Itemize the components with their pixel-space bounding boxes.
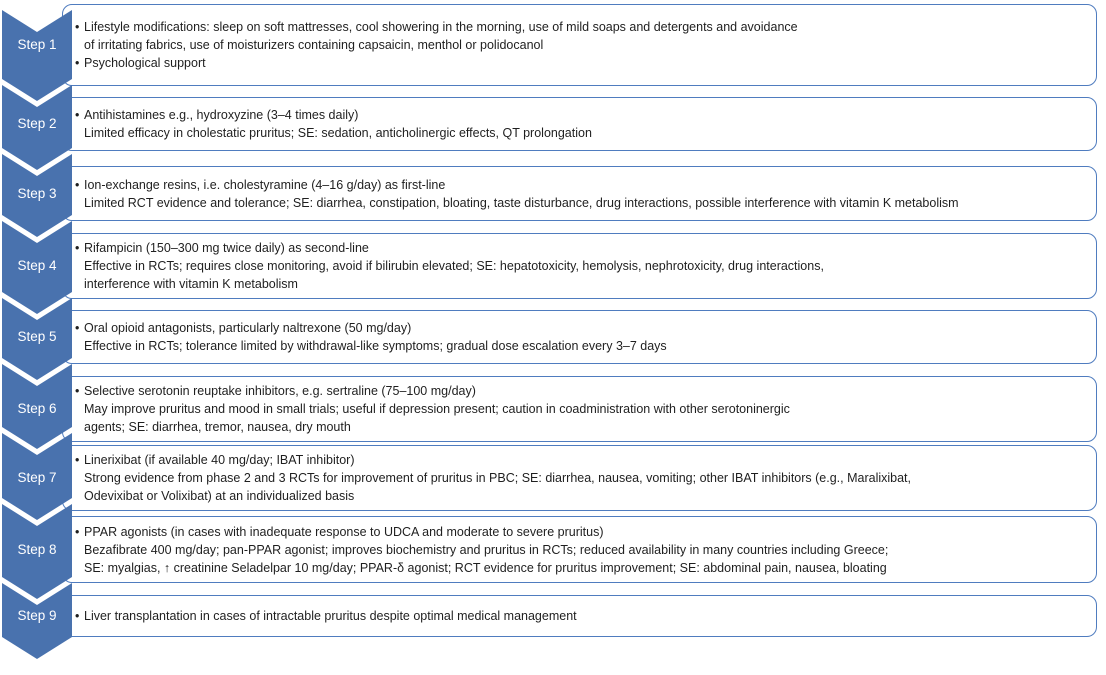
bullet-line (75, 607, 1086, 625)
step-label: Step 3 (17, 185, 57, 201)
step-box (62, 516, 1097, 583)
step-box (62, 166, 1097, 221)
bullet-line (75, 106, 1086, 124)
bullet-icon: • (75, 609, 80, 623)
step-label: Step 6 (17, 401, 57, 416)
continuation-line (75, 418, 1086, 436)
bullet-line (75, 523, 1086, 541)
step-label: Step 1 (17, 37, 57, 52)
step-label: Step 9 (17, 608, 57, 623)
line-text: Effective in RCTs; requires close monitoring, avoid if bilirubin elevated; SE: hepatotoxicity, hemolysis, nephrotoxicity, drug interactions, (84, 259, 824, 273)
line-text: Psychological support (84, 56, 206, 70)
bullet-icon: • (75, 177, 80, 192)
continuation-line (75, 257, 1086, 275)
line-text: SE: myalgias, ↑ creatinine Seladelpar 10 mg/day; PPAR-δ agonist; RCT evidence for pruritus improvement; SE: abdominal pain, nausea, bloating (84, 560, 887, 575)
step-label: Step 5 (17, 329, 57, 344)
step-label: Step 7 (17, 470, 57, 485)
line-text: May improve pruritus and mood in small trials; useful if depression present; caution in coadministration with other serotoninergic (84, 402, 790, 416)
bullet-line (75, 382, 1086, 400)
line-text: Lifestyle modifications: sleep on soft mattresses, cool showering in the morning, use of mild soaps and detergents and avoidance (84, 20, 798, 34)
bullet-icon: • (75, 384, 80, 398)
bullet-line (75, 319, 1086, 337)
line-text: agents; SE: diarrhea, tremor, nausea, dry mouth (84, 420, 351, 434)
line-text: Rifampicin (150–300 mg twice daily) as second-line (84, 241, 369, 255)
bullet-icon: • (75, 321, 80, 335)
line-text: Effective in RCTs; tolerance limited by withdrawal-like symptoms; gradual dose escalation every 3–7 days (84, 339, 667, 353)
bullet-icon: • (75, 241, 80, 255)
continuation-line (75, 337, 1086, 355)
step-box (62, 97, 1097, 151)
continuation-line (75, 541, 1086, 559)
continuation-line (75, 559, 1086, 577)
step-box (62, 376, 1097, 442)
bullet-icon: • (75, 20, 80, 34)
line-text: Linerixibat (if available 40 mg/day; IBAT inhibitor) (84, 453, 355, 467)
line-text: Ion-exchange resins, i.e. cholestyramine (4–16 g/day) as first-line (84, 177, 446, 192)
line-text: Limited efficacy in cholestatic pruritus; SE: sedation, anticholinergic effects, QT prolongation (84, 126, 592, 140)
line-text: Odevixibat or Volixibat) at an individualized basis (84, 489, 355, 503)
step-label: Step 8 (17, 541, 57, 557)
line-text: Limited RCT evidence and tolerance; SE: diarrhea, constipation, bloating, taste disturbance, drug interactions, possible interference with vitamin K metabolism (84, 195, 959, 210)
bullet-icon: • (75, 56, 80, 70)
step-label: Step 2 (17, 116, 57, 131)
line-text: Strong evidence from phase 2 and 3 RCTs for improvement of pruritus in PBC; SE: diarrhea, nausea, vomiting; other IBAT inhibitors (e.g., Maralixibat, (84, 471, 912, 485)
continuation-line (75, 124, 1086, 142)
bullet-line (75, 239, 1086, 257)
line-text: Oral opioid antagonists, particularly naltrexone (50 mg/day) (84, 321, 412, 335)
bullet-icon: • (75, 453, 80, 467)
bullet-line (75, 54, 1086, 72)
continuation-line (75, 400, 1086, 418)
bullet-line (75, 18, 1086, 36)
bullet-line (75, 176, 1086, 194)
line-text: Liver transplantation in cases of intractable pruritus despite optimal medical management (84, 609, 577, 623)
step-box (62, 595, 1097, 637)
bullet-icon: • (75, 108, 80, 122)
line-text: Bezafibrate 400 mg/day; pan-PPAR agonist; improves biochemistry and pruritus in RCTs; reduced availability in many countries including Greece; (84, 542, 889, 557)
continuation-line (75, 487, 1086, 505)
line-text: Antihistamines e.g., hydroxyzine (3–4 times daily) (84, 108, 359, 122)
bullet-icon: • (75, 524, 80, 539)
continuation-line (75, 275, 1086, 293)
step-chevron (2, 583, 72, 659)
step-box (62, 445, 1097, 511)
line-text: interference with vitamin K metabolism (84, 277, 298, 291)
continuation-line (75, 469, 1086, 487)
step-label: Step 4 (17, 258, 57, 273)
bullet-line (75, 451, 1086, 469)
line-text: PPAR agonists (in cases with inadequate response to UDCA and moderate to severe pruritus) (84, 524, 604, 539)
continuation-line (75, 36, 1086, 54)
step-box (62, 310, 1097, 364)
step-box (62, 233, 1097, 299)
continuation-line (75, 194, 1086, 212)
step-box (62, 4, 1097, 86)
line-text: of irritating fabrics, use of moisturizers containing capsaicin, menthol or polidocanol (84, 38, 544, 52)
line-text: Selective serotonin reuptake inhibitors, e.g. sertraline (75–100 mg/day) (84, 384, 476, 398)
